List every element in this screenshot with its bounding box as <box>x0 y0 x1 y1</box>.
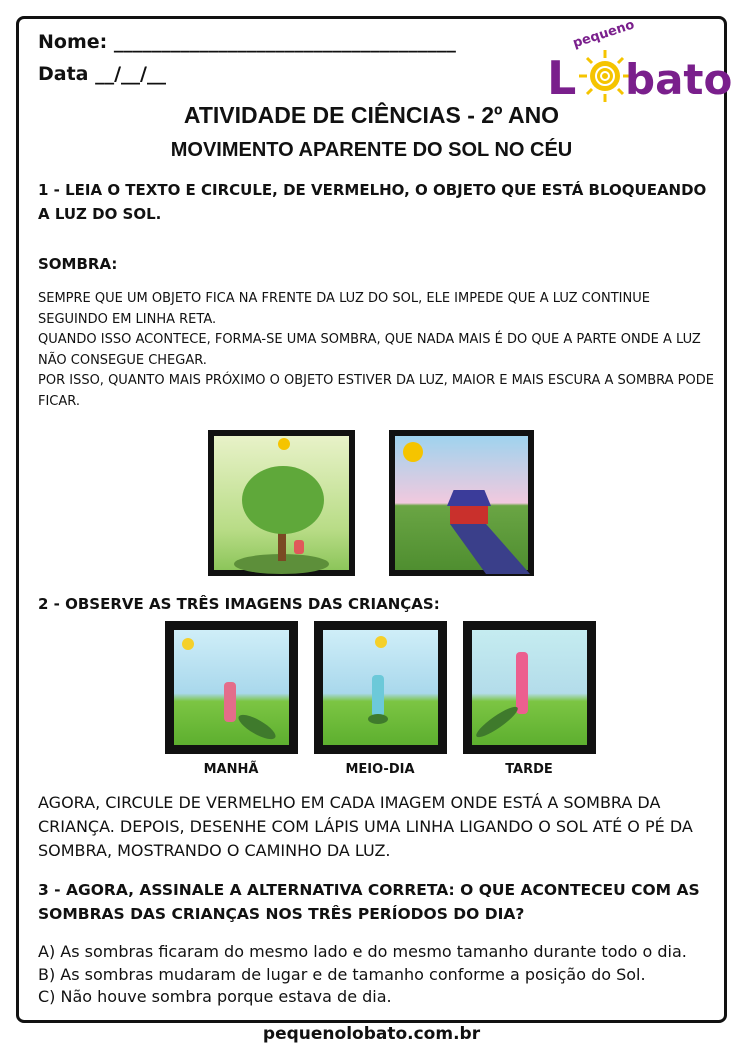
page-title: ATIVIDADE DE CIÊNCIAS - 2º ANO <box>183 102 560 128</box>
date-field[interactable]: Data __/__/__ <box>38 63 166 85</box>
child <box>224 682 236 722</box>
shadow <box>450 524 530 574</box>
page-subtitle: MOVIMENTO APARENTE DO SOL NO CÉU <box>170 139 573 161</box>
sun-icon <box>182 638 194 650</box>
noon-image[interactable] <box>314 621 447 754</box>
footer-url[interactable]: pequenolobato.com.br <box>262 1024 481 1044</box>
shadow <box>235 710 278 743</box>
tree-crown <box>242 466 324 534</box>
question-2-heading: 2 - OBSERVE AS TRÊS IMAGENS DAS CRIANÇAS: <box>38 595 440 613</box>
question-2-instruction: AGORA, CIRCULE DE VERMELHO EM CADA IMAGEM ONDE ESTÁ A SOMBRA DA CRIANÇA. DEPOIS, DESENHE COM LÁPIS UMA LINHA LIGANDO O SOL ATÉ O PÉ DA SOMBRA, MOSTRANDO O CAMINHO DA LUZ. <box>38 793 693 860</box>
house <box>450 504 488 524</box>
name-field[interactable]: Nome: ____________________________________ <box>38 31 456 53</box>
option-c[interactable]: C) Não houve sombra porque estava de dia. <box>38 987 392 1006</box>
question-3-heading: 3 - AGORA, ASSINALE A ALTERNATIVA CORRETA: O QUE ACONTECEU COM AS SOMBRAS DAS CRIANÇAS NOS TRÊS PERÍODOS DO DIA? <box>38 881 700 923</box>
label-noon: MEIO-DIA <box>345 762 415 777</box>
label-morning: MANHÃ <box>203 762 259 777</box>
shadow <box>473 703 521 742</box>
sun-icon <box>403 442 423 462</box>
house-shadow-image[interactable] <box>389 430 534 576</box>
child <box>372 675 384 717</box>
shadow <box>368 714 388 724</box>
morning-image[interactable] <box>165 621 298 754</box>
child <box>294 540 304 554</box>
sombra-text <box>38 289 718 412</box>
paragraph: POR ISSO, QUANTO MAIS PRÓXIMO O OBJETO ESTIVER DA LUZ, MAIOR E MAIS ESCURA A SOMBRA PODE FICAR. <box>38 373 714 409</box>
afternoon-image[interactable] <box>463 621 596 754</box>
question-1-heading: 1 - LEIA O TEXTO E CIRCULE, DE VERMELHO, O OBJETO QUE ESTÁ BLOQUEANDO A LUZ DO SOL. <box>38 181 707 223</box>
svg-text:pequeno: pequeno <box>571 17 637 52</box>
child <box>516 652 528 714</box>
section-title-sombra: SOMBRA: <box>38 255 118 273</box>
option-a[interactable]: A) As sombras ficaram do mesmo lado e do mesmo tamanho durante todo o dia. <box>38 942 687 961</box>
logo <box>545 17 733 105</box>
paragraph: SEMPRE QUE UM OBJETO FICA NA FRENTE DA LUZ DO SOL, ELE IMPEDE QUE A LUZ CONTINUE SEGUINDO EM LINHA RETA. <box>38 291 650 327</box>
option-b[interactable]: B) As sombras mudaram de lugar e de tamanho conforme a posição do Sol. <box>38 964 646 984</box>
svg-text:L: L <box>547 51 577 105</box>
svg-text:bato: bato <box>625 55 733 104</box>
label-afternoon: TARDE <box>505 762 553 777</box>
tree-shadow-image[interactable] <box>208 430 355 576</box>
sun-icon <box>278 438 290 450</box>
question-3-options <box>38 941 728 1009</box>
paragraph: QUANDO ISSO ACONTECE, FORMA-SE UMA SOMBRA, QUE NADA MAIS É DO QUE A PARTE ONDE A LUZ NÃO CONSEGUE CHEGAR. <box>38 332 701 368</box>
sun-icon <box>375 636 387 648</box>
page-border <box>16 16 727 1023</box>
roof <box>447 490 491 506</box>
